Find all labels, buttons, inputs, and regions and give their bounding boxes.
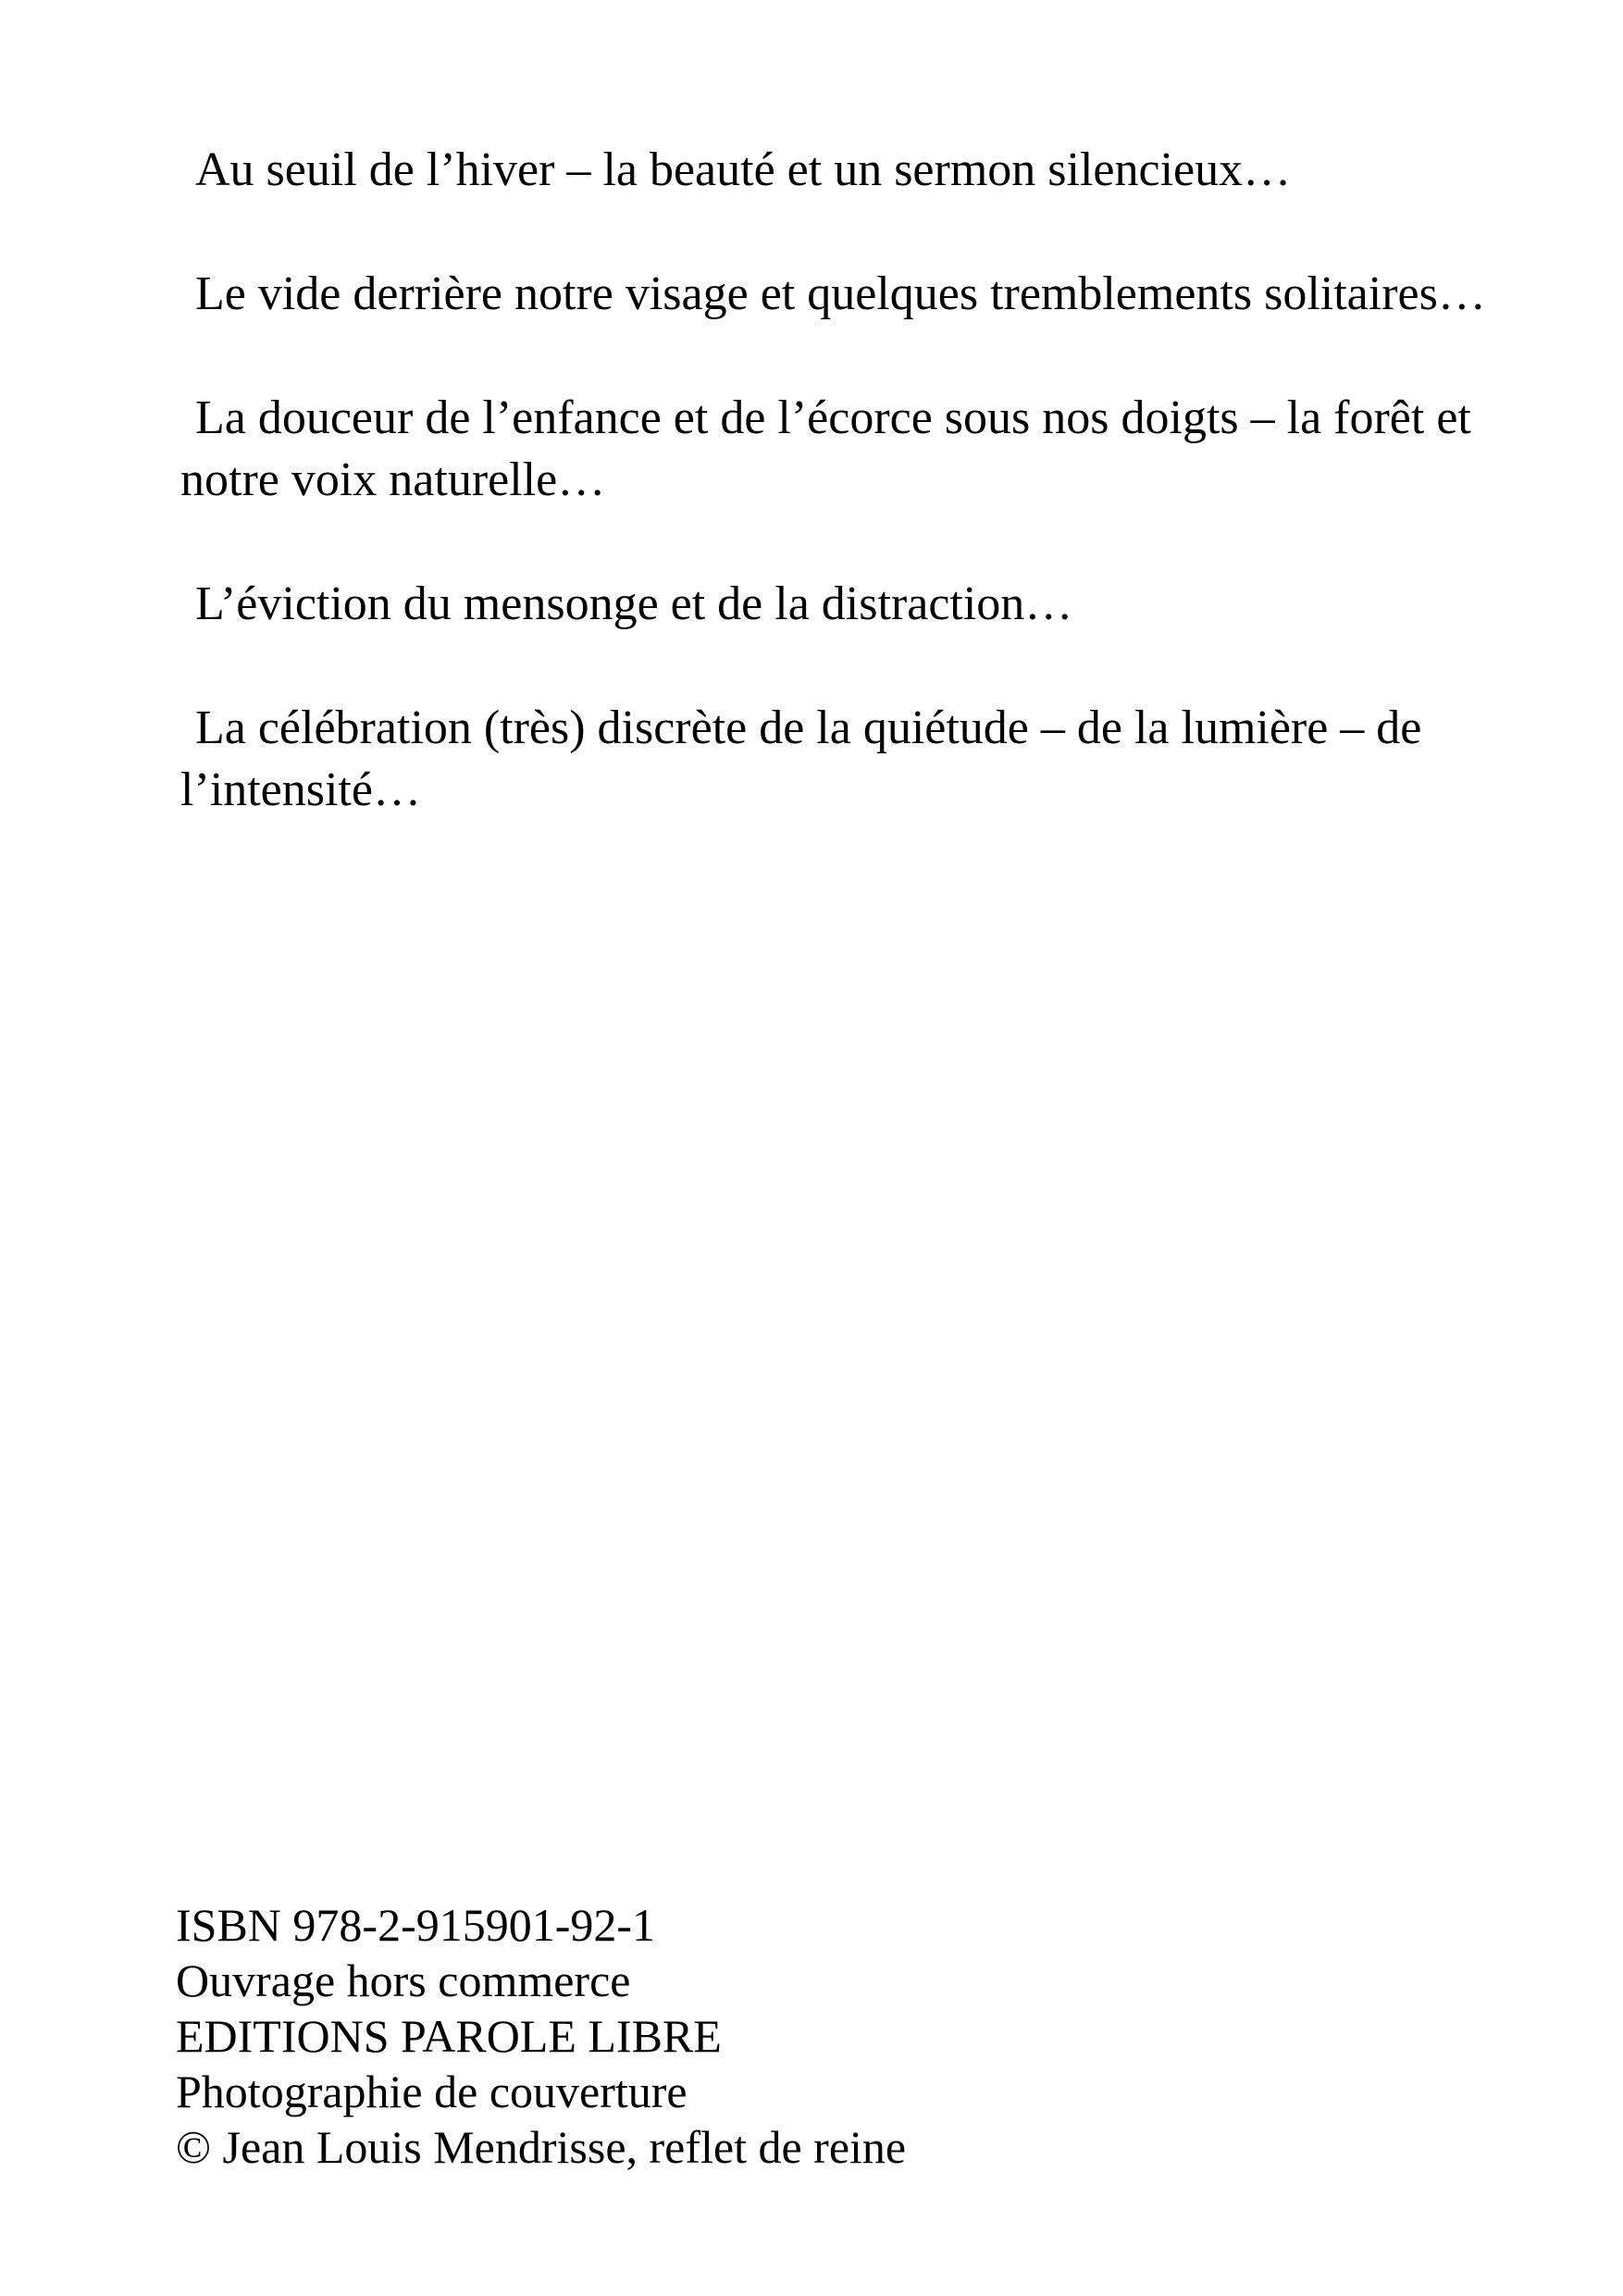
stanza-2-text: Le vide derrière notre visage et quelques tremblements solitaires…	[195, 267, 1486, 320]
stanza-4	[180, 573, 1494, 635]
poem-text	[180, 139, 1494, 883]
stanza-3-text: La douceur de l’enfance et de l’écorce sous nos doigts – la forêt et notre voix naturelle…	[180, 391, 1483, 506]
stanza-1	[180, 139, 1494, 201]
stanza-4-text: L’éviction du mensonge et de la distraction…	[195, 577, 1073, 630]
isbn: ISBN 978-2-915901-92-1	[176, 1899, 656, 1951]
stanza-5-text: La célébration (très) discrète de la quiétude – de la lumière – de l’intensité…	[180, 701, 1434, 816]
stanza-3	[180, 387, 1494, 511]
stanza-1-text: Au seuil de l’hiver – la beauté et un sermon silencieux…	[195, 143, 1292, 196]
publisher: EDITIONS PAROLE LIBRE	[176, 2010, 722, 2062]
stanza-5	[180, 697, 1494, 821]
distribution-note: Ouvrage hors commerce	[176, 1955, 631, 2006]
colophon	[176, 1897, 1379, 2175]
photo-credit: © Jean Louis Mendrisse, reflet de reine	[176, 2121, 907, 2173]
photo-credit-label: Photographie de couverture	[176, 2066, 688, 2117]
stanza-2	[180, 263, 1494, 325]
